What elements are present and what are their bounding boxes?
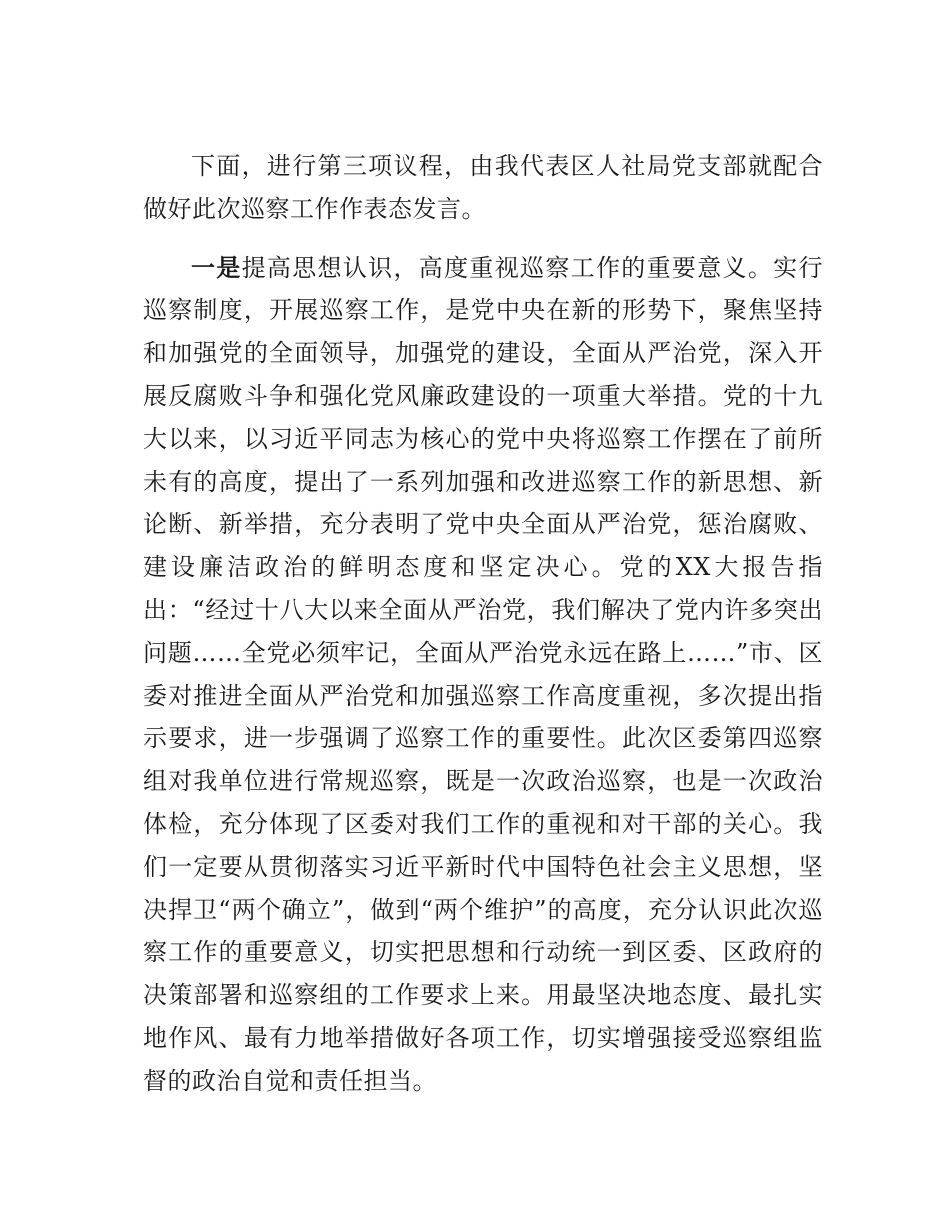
paragraph-text: 下面，进行第三项议程，由我代表区人社局党支部就配合做好此次巡察工作作表态发言。 xyxy=(143,152,823,223)
document-body xyxy=(143,145,823,1103)
paragraph-intro xyxy=(143,145,823,231)
paragraph-point-one xyxy=(143,247,823,1103)
paragraph-lead: 一是 xyxy=(191,252,242,282)
paragraph-text: 提高思想认识，高度重视巡察工作的重要意义。实行巡察制度，开展巡察工作，是党中央在新的形势下，聚焦坚持和加强党的全面领导，加强党的建设，全面从严治党，深入开展反腐败斗争和强化党风廉政建设的一项重大举措。党的十九大以来，以习近平同志为核心的党中央将巡察工作摆在了前所未有的高度，提出了一系列加强和改进巡察工作的新思想、新论断、新举措，充分表明了党中央全面从严治党，惩治腐败、建设廉洁政治的鲜明态度和坚定决心。党的XX大报告指出：“经过十八大以来全面从严治党，我们解决了党内许多突出问题……全党必须牢记，全面从严治党永远在路上……”市、区委对推进全面从严治党和加强巡察工作高度重视，多次提出指示要求，进一步强调了巡察工作的重要性。此次区委第四巡察组对我单位进行常规巡察，既是一次政治巡察，也是一次政治体检，充分体现了区委对我们工作的重视和对干部的关心。我们一定要从贯彻落实习近平新时代中国特色社会主义思想，坚决捍卫“两个确立”，做到“两个维护”的高度，充分认识此次巡察工作的重要意义，切实把思想和行动统一到区委、区政府的决策部署和巡察组的工作要求上来。用最坚决地态度、最扎实地作风、最有力地举措做好各项工作，切实增强接受巡察组监督的政治自觉和责任担当。 xyxy=(143,253,823,1095)
